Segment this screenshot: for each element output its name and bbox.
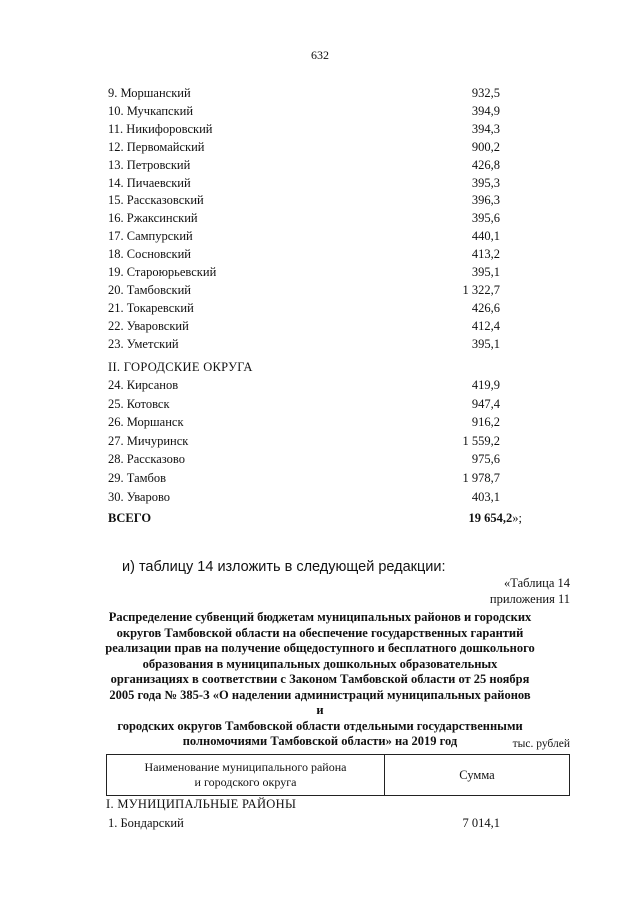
list-item: [108, 301, 500, 319]
row-name: 22. Уваровский: [108, 318, 189, 333]
list-item: [108, 104, 500, 122]
list-item: [108, 122, 500, 140]
list-item: [108, 490, 500, 508]
row-name: 30. Уварово: [108, 489, 171, 504]
row-name: 21. Токаревский: [108, 300, 194, 315]
row-value: 412,4: [471, 318, 500, 333]
row-name: 10. Мучкапский: [108, 103, 194, 118]
row-name: 24. Кирсанов: [108, 378, 179, 392]
row-name: 15. Рассказовский: [108, 193, 204, 208]
header-name-column: [107, 755, 385, 795]
row-name: 11. Никифоровский: [108, 121, 213, 136]
list-item: [108, 247, 500, 265]
list-item: [108, 140, 500, 158]
list-item: [108, 337, 500, 355]
units-label: тыс. рублей: [512, 738, 570, 750]
row-name: 26. Моршанск: [108, 415, 184, 430]
row-value: 413,2: [471, 247, 500, 262]
row-name: 28. Рассказово: [108, 452, 185, 467]
row-value: 916,2: [471, 415, 500, 430]
row-name: 17. Сампурский: [108, 229, 193, 244]
list-item: [108, 265, 500, 283]
row-value: 395,1: [471, 336, 500, 351]
row-name: 20. Тамбовский: [108, 282, 191, 297]
table-row: [108, 816, 500, 834]
total-label: ВСЕГО: [108, 511, 152, 525]
table-ref-line1: «Таблица 14: [504, 576, 570, 590]
total-row: [108, 511, 522, 529]
row-value: 394,9: [471, 103, 500, 118]
page-number: 632: [311, 48, 329, 62]
row-value: 7 014,1: [462, 816, 500, 830]
row-value: 395,6: [471, 211, 500, 226]
table-title-line: образования в муниципальных дошкольных образовательных: [142, 656, 498, 671]
row-value: 440,1: [471, 229, 500, 244]
table-title-line: организациях в соответствии с Законом Тамбовской области от 25 ноября: [110, 672, 530, 686]
row-name: 19. Староюрьевский: [108, 265, 217, 279]
list-item: [108, 211, 500, 229]
row-name: 12. Первомайский: [108, 139, 205, 154]
list-item: [108, 176, 500, 194]
section-municipal-districts-heading: I. МУНИЦИПАЛЬНЫЕ РАЙОНЫ: [106, 797, 297, 811]
row-name: 13. Петровский: [108, 157, 191, 172]
row-name: 29. Тамбов: [108, 471, 167, 485]
list-item: [108, 193, 500, 211]
row-value: 932,5: [471, 86, 500, 100]
total-value: 19 654,2: [468, 511, 513, 525]
table-title-line: городских округов Тамбовской области отдельными государственными: [117, 718, 523, 733]
list-item: [108, 86, 500, 104]
list-item: [108, 378, 500, 396]
table-reference: [490, 575, 570, 607]
row-value: 395,1: [471, 265, 500, 279]
header-name-line: Наименование муниципального района: [144, 760, 347, 774]
list-item: [108, 229, 500, 247]
row-value: 975,6: [471, 452, 500, 467]
list-item: [108, 471, 500, 489]
row-value: 426,8: [471, 157, 500, 172]
row-value: 1 978,7: [462, 471, 500, 485]
list-item: [108, 319, 500, 337]
row-value: 1 559,2: [462, 433, 500, 448]
list-item: [108, 452, 500, 470]
row-name: 9. Моршанский: [108, 86, 191, 100]
table-title-line: 2005 года № 385-З «О наделении администраций муниципальных районов и: [109, 687, 531, 717]
row-value: 900,2: [471, 139, 500, 154]
table-title: [105, 610, 535, 750]
list-item: [108, 397, 500, 415]
amendment-instruction: и) таблицу 14 изложить в следующей редакции:: [122, 559, 446, 575]
row-value: 426,6: [471, 300, 500, 315]
table-title-line: реализации прав на получение общедоступного и бесплатного дошкольного: [105, 641, 535, 655]
table-title-line: Распределение субвенций бюджетам муниципальных районов и городских: [108, 610, 532, 624]
table-header: [106, 754, 570, 796]
row-value: 395,3: [471, 175, 500, 190]
list-item: [108, 434, 500, 452]
list-item: [108, 415, 500, 433]
row-value: 396,3: [471, 193, 500, 208]
section-city-districts-heading: II. ГОРОДСКИЕ ОКРУГА: [108, 360, 253, 374]
header-sum-column: Сумма: [459, 768, 495, 782]
row-name: 23. Уметский: [108, 336, 179, 351]
row-value: 1 322,7: [462, 282, 500, 297]
row-value: 419,9: [471, 378, 500, 392]
total-suffix: »;: [512, 511, 522, 525]
table-title-line: полномочиями Тамбовской области» на 2019 год: [182, 734, 458, 748]
row-name: 27. Мичуринск: [108, 433, 189, 448]
row-name: 1. Бондарский: [108, 816, 184, 830]
row-value: 947,4: [471, 396, 500, 411]
row-name: 25. Котовск: [108, 396, 170, 411]
table-ref-line2: приложения 11: [489, 592, 570, 606]
row-name: 14. Пичаевский: [108, 175, 191, 190]
header-name-line: и городского округа: [194, 775, 297, 789]
table-title-line: округов Тамбовской области на обеспечение государственных гарантий: [116, 625, 524, 640]
row-value: 403,1: [471, 489, 500, 504]
row-name: 16. Ржаксинский: [108, 211, 198, 226]
row-value: 394,3: [471, 121, 500, 136]
list-item: [108, 158, 500, 176]
row-name: 18. Сосновский: [108, 247, 191, 262]
list-item: [108, 283, 500, 301]
